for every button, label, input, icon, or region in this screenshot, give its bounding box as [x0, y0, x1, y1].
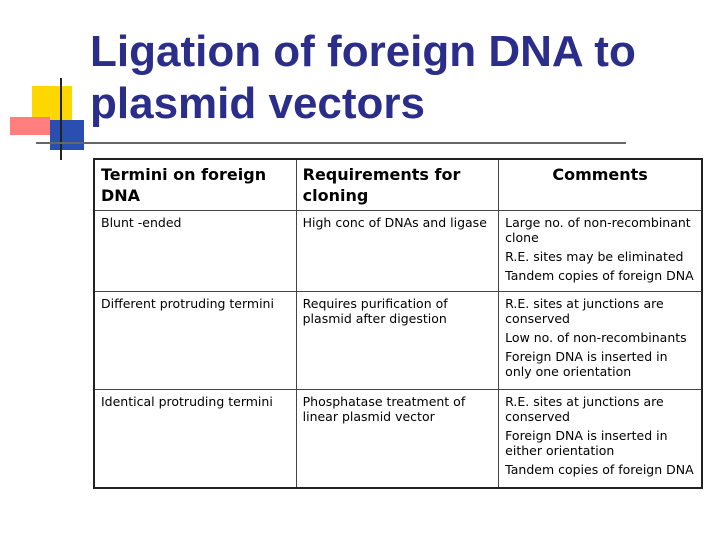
cell-comments	[499, 390, 702, 488]
comment-line: Foreign DNA is inserted in either orientation	[505, 428, 668, 458]
table-row	[94, 292, 702, 390]
table-row	[94, 390, 702, 488]
cell-requirements: Requires purification of plasmid after digestion	[296, 292, 499, 390]
comment-line: Tandem copies of foreign DNA	[505, 268, 694, 283]
table-header-row	[94, 159, 702, 211]
header-termini: Termini on foreign DNA	[94, 159, 296, 211]
cell-comments	[499, 292, 702, 390]
header-requirements: Requirements for cloning	[296, 159, 499, 211]
slide-title: Ligation of foreign DNA to plasmid vectors	[90, 27, 636, 128]
comment-line: Large no. of non-recombinant clone	[505, 215, 691, 245]
comment-line: R.E. sites at junctions are conserved	[505, 296, 664, 326]
decor-blue-square	[50, 120, 84, 150]
ligation-table	[93, 158, 703, 489]
decor-red-bar	[10, 117, 50, 135]
comment-line: R.E. sites at junctions are conserved	[505, 394, 664, 424]
cell-comments	[499, 211, 702, 292]
header-comments: Comments	[499, 159, 702, 211]
cell-termini: Identical protruding termini	[94, 390, 296, 488]
cell-termini: Blunt -ended	[94, 211, 296, 292]
title-underline	[36, 142, 626, 144]
comment-line: Low no. of non-recombinants	[505, 330, 687, 345]
comment-line: R.E. sites may be eliminated	[505, 249, 684, 264]
cell-termini: Different protruding termini	[94, 292, 296, 390]
cell-requirements: High conc of DNAs and ligase	[296, 211, 499, 292]
decor-vertical-line	[60, 78, 62, 160]
table-row	[94, 211, 702, 292]
cell-requirements: Phosphatase treatment of linear plasmid vector	[296, 390, 499, 488]
comment-line: Tandem copies of foreign DNA	[505, 462, 694, 477]
comment-line: Foreign DNA is inserted in only one orientation	[505, 349, 668, 379]
